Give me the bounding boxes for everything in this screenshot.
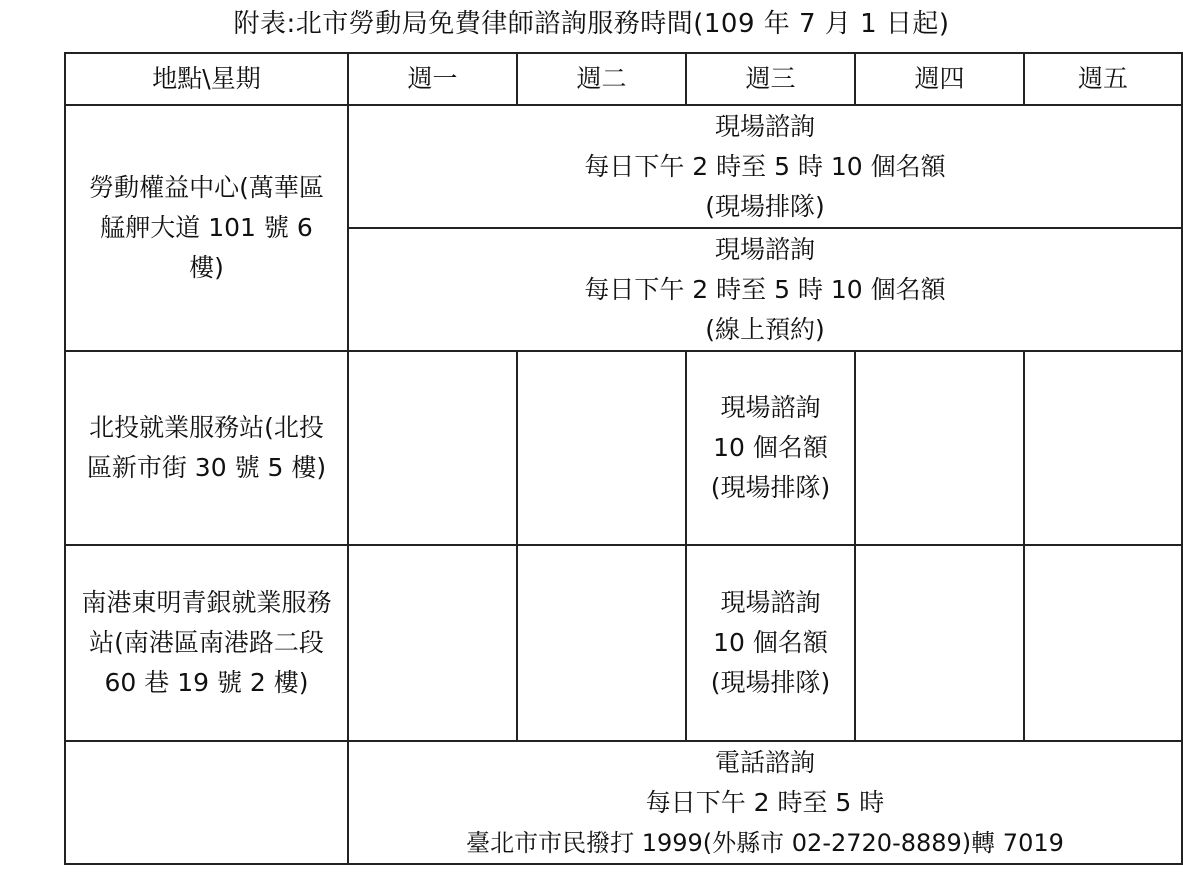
phone-numbers: 臺北市市民撥打 1999(外縣市 02-2720-8889)轉 7019 xyxy=(466,828,1064,857)
beitou-location: 北投就業服務站(北投區新市街 30 號 5 樓) xyxy=(86,413,327,482)
online-note: (線上預約) xyxy=(705,314,825,344)
header-corner-cell: 地點\星期 xyxy=(65,53,348,105)
labor-center-online-cell xyxy=(348,228,1182,351)
labor-center-location-cell xyxy=(65,105,348,351)
phone-row xyxy=(65,741,1182,864)
beitou-wednesday-cell xyxy=(686,351,855,545)
phone-hours: 每日下午 2 時至 5 時 xyxy=(645,787,885,817)
beitou-location-cell xyxy=(65,351,348,545)
nangang-location-cell xyxy=(65,545,348,741)
online-heading: 現場諮詢 xyxy=(714,234,815,264)
phone-consult-cell xyxy=(348,741,1182,864)
nangang-location: 南港東明青銀就業服務站(南港區南港路二段 60 巷 19 號 2 樓) xyxy=(81,588,332,697)
labor-center-onsite-row xyxy=(65,105,1182,228)
schedule-table xyxy=(64,52,1183,865)
labor-center-location: 勞動權益中心(萬華區艋舺大道 101 號 6 樓) xyxy=(89,173,324,282)
page-title: 附表:北市勞動局免費律師諮詢服務時間(109 年 7 月 1 日起) xyxy=(233,9,950,39)
beitou-wednesday-content xyxy=(696,388,846,508)
nangang-wednesday-content xyxy=(696,583,846,703)
beitou-note: (現場排隊) xyxy=(710,473,831,502)
beitou-friday-cell xyxy=(1024,351,1182,545)
header-thursday: 週四 xyxy=(855,53,1024,105)
nangang-note: (現場排隊) xyxy=(710,668,831,697)
nangang-friday-cell xyxy=(1024,545,1182,741)
nangang-tuesday-cell xyxy=(517,545,686,741)
onsite-heading: 現場諮詢 xyxy=(714,111,815,141)
nangang-row xyxy=(65,545,1182,741)
nangang-wednesday-cell xyxy=(686,545,855,741)
beitou-monday-cell xyxy=(348,351,517,545)
beitou-quota: 10 個名額 xyxy=(713,433,828,462)
nangang-thursday-cell xyxy=(855,545,1024,741)
onsite-note: (現場排隊) xyxy=(705,191,825,221)
beitou-row xyxy=(65,351,1182,545)
onsite-hours: 每日下午 2 時至 5 時 10 個名額 xyxy=(584,151,946,181)
nangang-quota: 10 個名額 xyxy=(713,628,828,657)
beitou-thursday-cell xyxy=(855,351,1024,545)
phone-heading: 電話諮詢 xyxy=(714,747,815,777)
online-hours: 每日下午 2 時至 5 時 10 個名額 xyxy=(584,274,946,304)
beitou-heading: 現場諮詢 xyxy=(720,393,821,422)
header-friday: 週五 xyxy=(1024,53,1182,105)
nangang-monday-cell xyxy=(348,545,517,741)
header-row xyxy=(65,53,1182,105)
header-monday: 週一 xyxy=(348,53,517,105)
header-wednesday: 週三 xyxy=(686,53,855,105)
labor-center-onsite-cell xyxy=(348,105,1182,228)
phone-location-cell xyxy=(65,741,348,864)
nangang-heading: 現場諮詢 xyxy=(720,588,821,617)
beitou-tuesday-cell xyxy=(517,351,686,545)
header-tuesday: 週二 xyxy=(517,53,686,105)
